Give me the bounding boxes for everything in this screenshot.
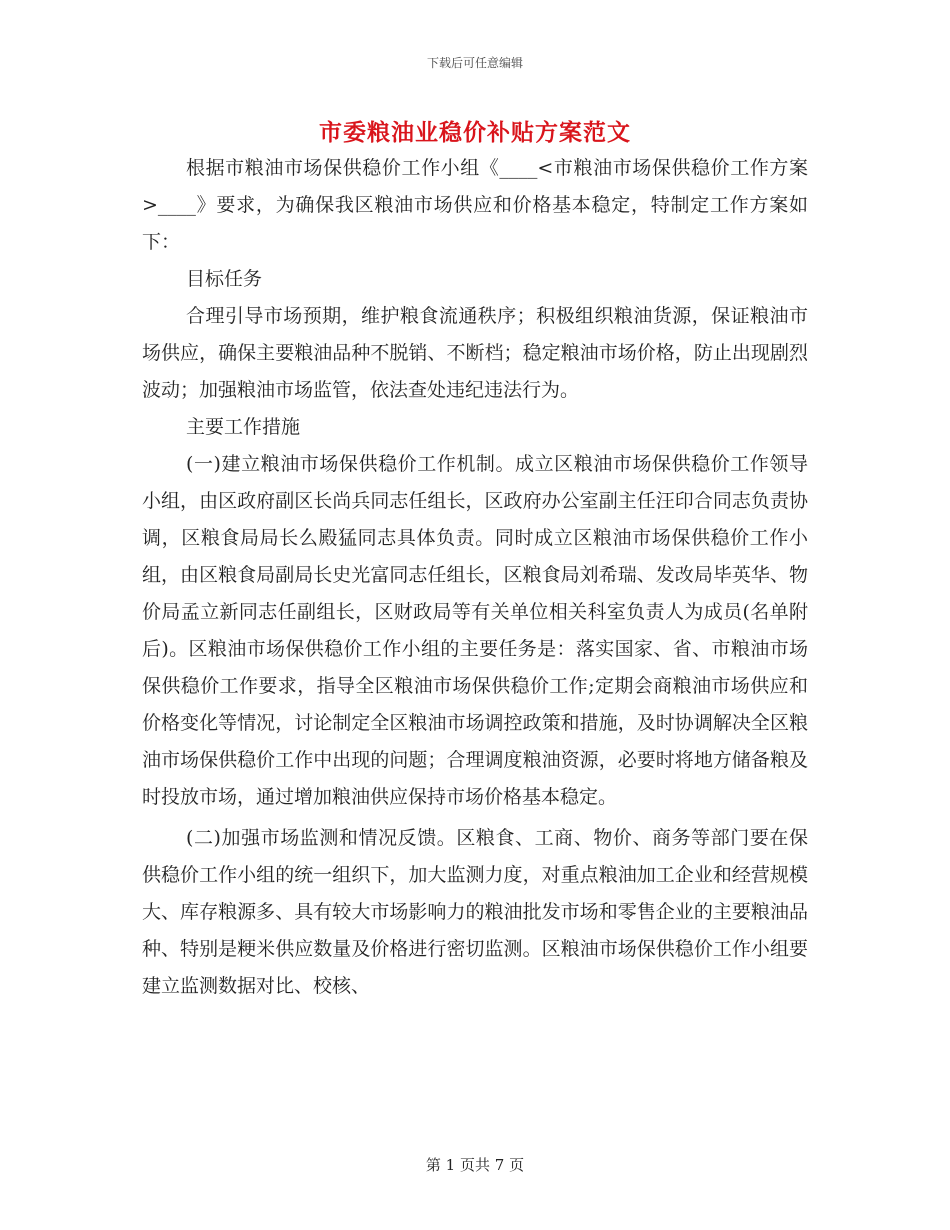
section-heading-goals: 目标任务: [186, 268, 263, 290]
section-heading-measures: 主要工作措施: [186, 416, 301, 438]
document-title: 市委粮油业稳价补贴方案范文: [319, 119, 631, 146]
header-note: 下载后可任意编辑: [426, 56, 523, 70]
page-number: 第 1 页共 7 页: [425, 1156, 525, 1174]
measure-1-paragraph: (一)建立粮油市场保供稳价工作机制。成立区粮油市场保供稳价工作领导小组，由区政府副区长尚兵同志任组长，区政府办公室副主任汪印合同志负责协调，区粮食局局长么殿猛同志具体负责。同时成立区粮油市场保供稳价工作小组，由区粮食局副局长史光富同志任组长，区粮食局刘希瑞、发改局毕英华、物价局孟立新同志任副组长，区财政局等有关单位相关科室负责人为成员(名单附后)。区粮油市场保供稳价工作小组的主要任务是：落实国家、省、市粮油市场保供稳价工作要求，指导全区粮油市场保供稳价工作;定期会商粮油市场供应和价格变化等情况，讨论制定全区粮油市场调控政策和措施，及时协调解决全区粮油市场保供稳价工作中出现的问题；合理调度粮油资源，必要时将地方储备粮及时投放市场，通过增加粮油供应保持市场价格基本稳定。: [142, 453, 808, 808]
measure-2-paragraph: (二)加强市场监测和情况反馈。区粮食、工商、物价、商务等部门要在保供稳价工作小组的统一组织下，加大监测力度，对重点粮油加工企业和经营规模大、库存粮源多、具有较大市场影响力的粮油批发市场和零售企业的主要粮油品种、特别是粳米供应数量及价格进行密切监测。区粮油市场保供稳价工作小组要建立监测数据对比、校核、: [142, 827, 808, 997]
intro-paragraph: 根据市粮油市场保供稳价工作小组《____<市粮油市场保供稳价工作方案>____》要求，为确保我区粮油市场供应和价格基本稳定，特制定工作方案如下：: [142, 157, 808, 253]
document-body: [142, 150, 808, 1005]
goals-paragraph: 合理引导市场预期，维护粮食流通秩序；积极组织粮油货源，保证粮油市场供应，确保主要粮油品种不脱销、不断档；稳定粮油市场价格，防止出现剧烈波动；加强粮油市场监管，依法查处违纪违法行为。: [142, 305, 808, 401]
